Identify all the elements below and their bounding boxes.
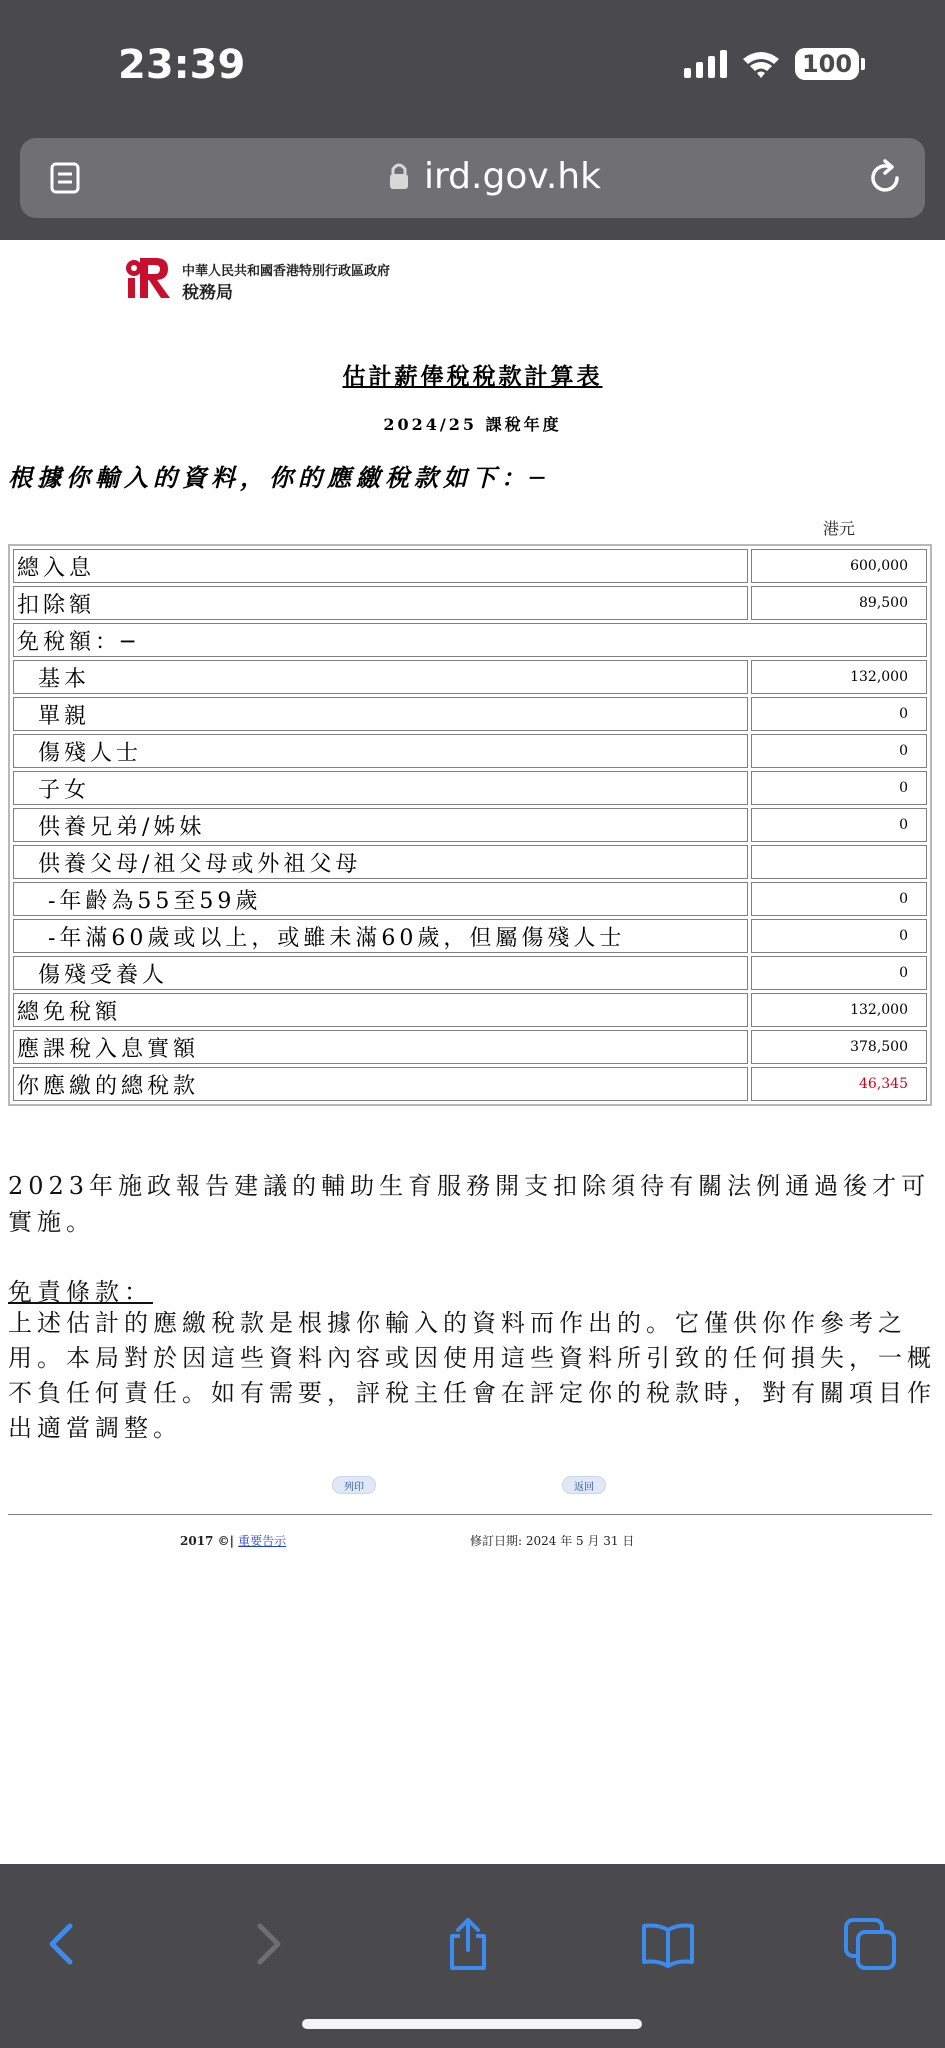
table-row — [13, 549, 927, 583]
row-label: 總入息 — [13, 549, 748, 583]
row-label: 扣除額 — [13, 586, 748, 620]
forward-icon — [240, 1916, 296, 1972]
row-value — [751, 845, 927, 879]
row-value: 0 — [751, 808, 927, 842]
back-icon[interactable] — [34, 1916, 90, 1972]
row-label: 傷殘受養人 — [13, 956, 748, 990]
row-label: 應課稅入息實額 — [13, 1030, 748, 1064]
table-row — [13, 919, 927, 953]
row-value: 0 — [751, 697, 927, 731]
table-row — [13, 1067, 927, 1101]
row-label: 基本 — [13, 660, 748, 694]
page-title — [0, 358, 945, 391]
row-value: 0 — [751, 882, 927, 916]
disclaimer-heading: 免責條款： — [8, 1278, 153, 1306]
page-title-text: 估計薪俸稅稅款計算表 — [342, 363, 603, 390]
home-indicator — [302, 2019, 642, 2029]
table-row — [13, 697, 927, 731]
copyright-year: 2017 ©| — [180, 1534, 234, 1548]
table-row — [13, 771, 927, 805]
revision-date: 修訂日期: 2024 年 5 月 31 日 — [470, 1534, 635, 1548]
row-label: 免稅額：─ — [13, 623, 927, 657]
status-icons — [684, 46, 865, 82]
row-value: 0 — [751, 771, 927, 805]
cellular-signal-icon — [684, 50, 727, 78]
table-row — [13, 993, 927, 1027]
footer-divider — [8, 1514, 932, 1515]
footer-copyright — [180, 1532, 286, 1549]
department-name: 稅務局 — [182, 283, 233, 303]
table-row — [13, 1030, 927, 1064]
row-value: 0 — [751, 919, 927, 953]
row-value: 0 — [751, 956, 927, 990]
row-value: 132,000 — [751, 993, 927, 1027]
row-label: -年齡為55至59歲 — [13, 882, 748, 916]
row-label: 供養兄弟/姊妹 — [13, 808, 748, 842]
browser-address-area — [0, 130, 945, 240]
share-icon[interactable] — [440, 1916, 496, 1972]
disclaimer-body: 上述估計的應繳稅款是根據你輸入的資料而作出的。它僅供你作參考之用。本局對於因這些資料內容或因使用這些資料所引致的任何損失，一概不負任何責任。如有需要，評稅主任會在評定你的稅款時，對有關項目作出適當調整。 — [8, 1309, 936, 1442]
ird-logo-icon — [124, 254, 172, 300]
status-time: 23:39 — [118, 42, 246, 88]
table-row — [13, 586, 927, 620]
print-button[interactable]: 列印 — [332, 1476, 376, 1494]
address-bar[interactable] — [20, 138, 925, 218]
table-row — [13, 845, 927, 879]
row-value: 132,000 — [751, 660, 927, 694]
total-tax-value: 46,345 — [751, 1067, 927, 1101]
lock-icon — [388, 161, 410, 191]
wifi-icon — [741, 49, 781, 79]
table-row — [13, 808, 927, 842]
status-bar — [0, 0, 945, 130]
bookmarks-icon[interactable] — [640, 1916, 696, 1972]
table-row — [13, 882, 927, 916]
table-row — [13, 623, 927, 657]
row-value: 600,000 — [751, 549, 927, 583]
url-text[interactable]: ird.gov.hk — [424, 156, 601, 197]
reload-icon[interactable] — [865, 158, 905, 198]
policy-note: 2023年施政報告建議的輔助生育服務開支扣除須待有關法例通過後才可實施。 — [8, 1172, 931, 1236]
row-value: 0 — [751, 734, 927, 768]
battery-indicator: 100 — [795, 48, 859, 80]
page-menu-icon[interactable] — [46, 158, 86, 198]
table-row — [13, 660, 927, 694]
intro-text: 根據你輸入的資料，你的應繳稅款如下：─ — [8, 463, 550, 492]
row-value: 378,500 — [751, 1030, 927, 1064]
row-label: 你應繳的總稅款 — [13, 1067, 748, 1101]
table-row — [13, 734, 927, 768]
tabs-icon[interactable] — [842, 1916, 898, 1972]
assessment-year: 2024/25 課稅年度 — [383, 415, 562, 434]
row-value: 89,500 — [751, 586, 927, 620]
row-label: -年滿60歲或以上，或雖未滿60歲，但屬傷殘人士 — [13, 919, 748, 953]
tax-computation-table — [8, 544, 932, 1106]
currency-label: 港元 — [822, 519, 855, 538]
battery-tip — [861, 58, 865, 70]
back-button[interactable]: 返回 — [562, 1476, 606, 1494]
row-label: 子女 — [13, 771, 748, 805]
row-label: 供養父母/祖父母或外祖父母 — [13, 845, 748, 879]
row-label: 傷殘人士 — [13, 734, 748, 768]
row-label: 單親 — [13, 697, 748, 731]
government-name: 中華人民共和國香港特別行政區政府 — [182, 264, 391, 279]
table-row — [13, 956, 927, 990]
important-notice-link[interactable]: 重要告示 — [238, 1534, 287, 1548]
web-page — [0, 240, 945, 1864]
row-label: 總免稅額 — [13, 993, 748, 1027]
